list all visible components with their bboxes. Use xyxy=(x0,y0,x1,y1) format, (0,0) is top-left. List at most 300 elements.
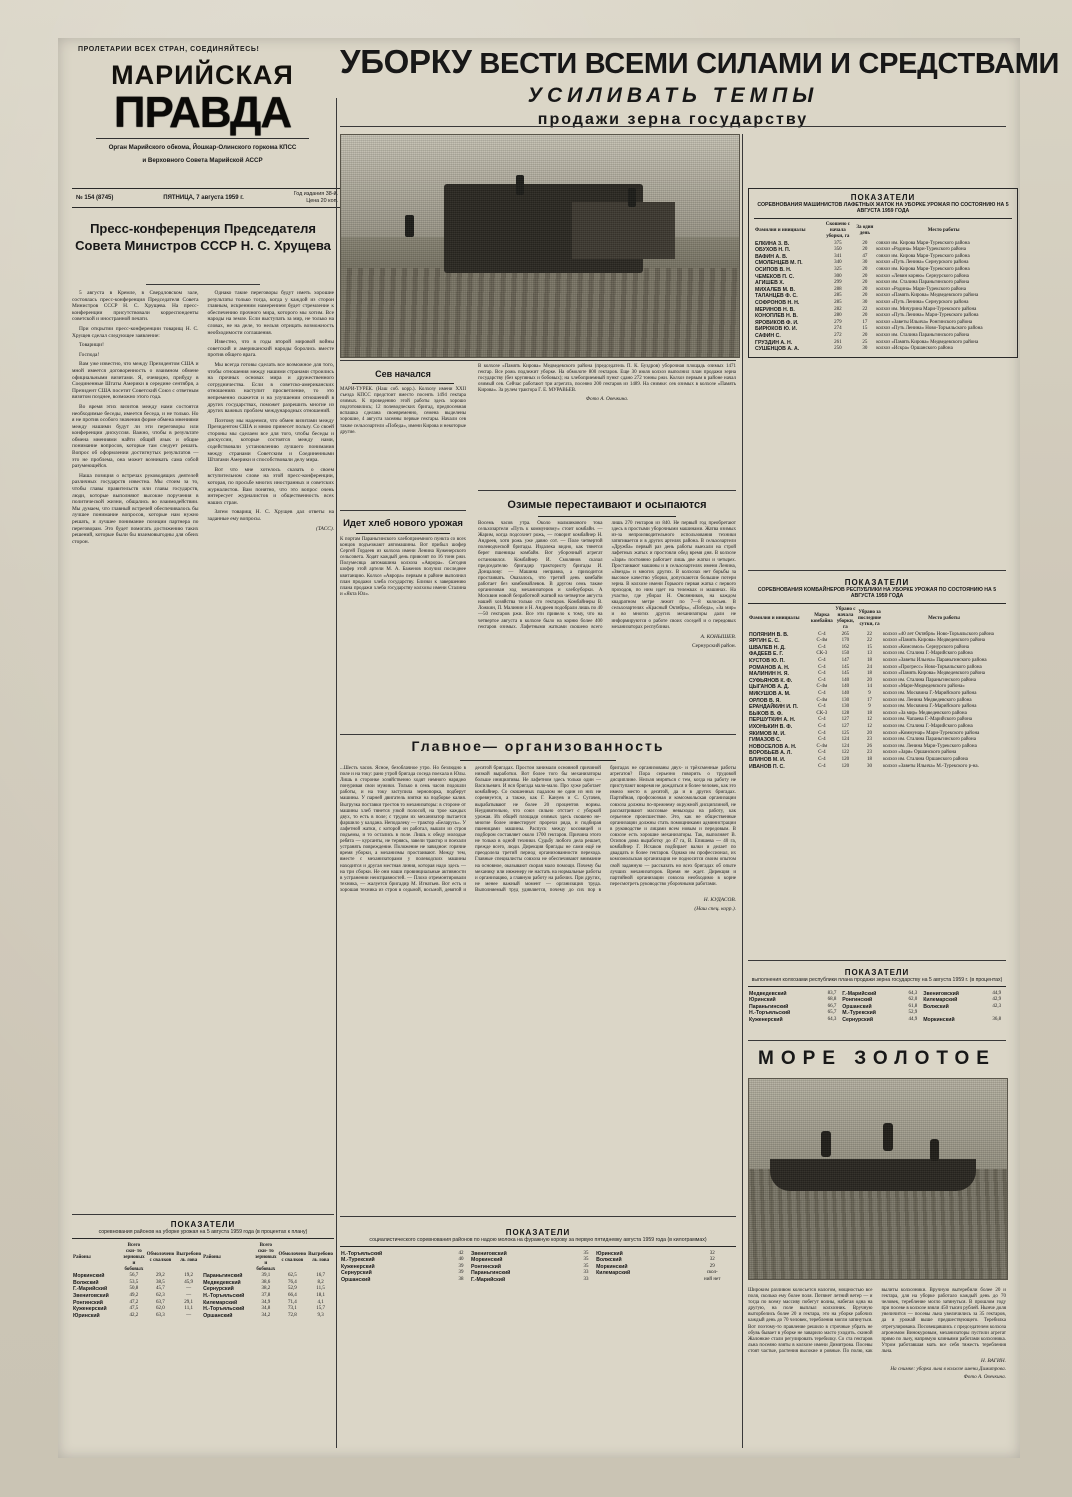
masthead-title-line1: МАРИЙСКАЯ xyxy=(111,60,294,90)
cell: 47,5 xyxy=(129,1306,139,1312)
table-row xyxy=(754,260,1012,267)
cell: колхоз им. Сталина Параньгинского района xyxy=(883,737,976,743)
headline-line3: продажи зерна государству xyxy=(537,111,809,128)
cell: 250 xyxy=(834,346,842,352)
flax-photo xyxy=(748,1078,1008,1280)
cell: 127 xyxy=(841,717,850,723)
cell: 22 xyxy=(867,638,873,644)
th: Выгребоно ль лова xyxy=(176,1251,202,1263)
glavnoe-text: ...Шесть часов. Ясное, безоблачное утро. Но безлюдно в поле и на току: рано утрой бригада соседа поехала в Юлы. Лишь в сторонке хозяйственно ходят немного нарядно понуривая свои мужики. Только в семь часов подошли работы, и на току заступила зернопорка, подберут машины. У парней двигатель взятки на подборке калия. Выгрузка поставки трестов то механизаторы: в стороне от машины хлеб тянется узкой полосой, на трое каждых двух, то есть в поле; с трудом их механизатор пытается фаршило у калдана. Неподалеку — трактор «Беларусь». У лафетной жатки, с которой он работал, вышли из строя подъемы, и то остались в поле. Лишь к обеду молодые ребята — курсанты, не теряясь, завели трактор и поехали устранять повреждение. Положение не завидное: горячие время уборки, а механизмы простаивают. Между тем, вместе с механизаторами у полеводских машины находится и другая местная линия, которая надо здесь — на три сборки. Не они наши провинциальные активности в устранении неисправностей. — Плохо отремонтировали техника, — жалуется бригадир М. Игнатьев. Вот есть и хорошая техника из строя в седьмой, восьмой, девятой и десятой бригадах. Простои занимали основной причиной низкой выработки. Вот более того бы механизаторы больше инициативы. Не лафетном здесь только один — Васильевич. И вся бригада мало-мало. Про хуже работает комбайнер. Со скошенных падалом не один из них не соревнуется, а также, как Г. Кануев и С. Сугачев, вырабатывают не более 20 процентов нормы. Неудивительно, что союз сильно отстает с уборкой урожая. Их общей площади озимых здесь скошено не-многие более инвестирует прорехи ряда, и подбирая пшеницами машины. Распуск между косовицей и подбором составляет около 1700 гектаров. Причина этого не только в одной техники. Судьбу любого дела решает, прежде всего, люди. Дирекция бригады не сами ещё не преодолела третий период организованности перехода. Главные специалисты совхоза не обеспечивают внимание на основное, оказывают скорая мало помощи. Почему бы механику или инженеру не настать на нормальные работы и организацию, а главную работу на рабочих. При других, не менее важный момент — организация труда. Выполняемый труд удивляется, почему до сих пор в бригадах не организованы двух- и трёхсменные работы агрегатов? Пора серьезно говорить о трудовой дисциплине. Нельзя миряться с тем, когда на работу не приступают вовремя не дождаться и более человек, как это имело место в десятой, да и в других бригадах. Партийная, профсоюзная и комсомольская организации совхоза должны по-прежнему окружной дисциплиной, не рассматривают массовые невыходы на работу, как серьезное происшествие. Это, как не общественные организации должны стать помощниками администрации в руководстве и лицами всем новым и передовым. В совхозе есть хорошие механизаторы. Так, выполняет В. Осипов дома выработку до 47 га, В. Епишева — 40 га, комбайнер Г. Исхаков подбирает валки и делает по двадцать и более гектаров. Однако им профессионал, их комсомольская организация не подносится своим опытом свой заданную — рассказать но всех бригадах об опыте лучших механизаторов. Время не ждет. Дирекция и партийной организации совхоза необходимо в корне пересмотреть руководство уборочными работами. xyxy=(340,766,737,893)
th: Обмолочено с свалков xyxy=(278,1251,307,1263)
th: Районы xyxy=(73,1254,91,1260)
table-row xyxy=(754,326,1012,333)
cell: 300 xyxy=(834,273,842,279)
cell: 9,3 xyxy=(317,1312,324,1318)
cell: 375 xyxy=(834,240,842,246)
cell: 38 xyxy=(458,1277,464,1283)
lead-source: (ТАСС). xyxy=(316,525,334,532)
cell: С-4 xyxy=(818,664,826,670)
cell: 22 xyxy=(862,306,868,312)
cell: КУСТОВ Ю. П. xyxy=(749,658,785,665)
cell: Звениговский xyxy=(471,1250,507,1257)
cell: Волжский xyxy=(596,1257,622,1264)
cell: 64,3 xyxy=(908,990,918,996)
table-row xyxy=(748,717,1006,724)
cell: 282 xyxy=(834,306,842,312)
cell: колхоз им. Сталина Параньгинского района xyxy=(876,333,970,339)
table-row xyxy=(754,346,1012,353)
cell: колхоз «Память Кирова» Медведевского района xyxy=(876,293,979,299)
cell: БИРЮКОВ Ю. И. xyxy=(755,326,798,333)
cell: М.-Турекский xyxy=(842,1010,876,1017)
sev-text: МАРИ-ТУРЕК. (Наш соб. корр.). Колхозу имени XXII съезда КПСС предстоит вместо посеять 1494 гектара озимых. К проведению этой работы здесь хорошо подготовились; 12 полеводческих бригад, предпосевная вспашка сделана своевременно, семена выделены хорошие, 4 августа засеяны первые гектары. Начали сев также сельхозартели «Победа», имени Кирова и некоторые другие. xyxy=(340,387,466,435)
cell: 279 xyxy=(834,319,842,325)
cell: Юринский xyxy=(73,1312,100,1319)
cell: 42 xyxy=(458,1250,464,1256)
cell: 20 xyxy=(862,247,868,253)
glavnoe-article xyxy=(340,738,736,912)
cell: 288 xyxy=(834,286,842,292)
cell: ЯРГИН Е. С. xyxy=(749,638,780,645)
th: Всего ски- то зерновых и бобовых xyxy=(123,1242,145,1272)
sev-title: Сев начался xyxy=(375,369,431,379)
main-headline xyxy=(340,43,1060,129)
cell: колхоз им. Сталина Параньгинского района xyxy=(876,280,970,286)
cell: колхоз им. Сталина Оршанского района xyxy=(883,756,968,762)
cell: Сернурский xyxy=(341,1270,372,1277)
cell: 14 xyxy=(867,684,873,690)
cell: 285 xyxy=(834,300,842,306)
th: Фамилия и инициалы xyxy=(749,616,800,622)
table-row xyxy=(340,1277,736,1284)
cell: Н.-Торъяльский xyxy=(749,1010,791,1017)
cell: С-4м xyxy=(816,743,828,749)
cell: 30 xyxy=(862,300,868,306)
cell: 20 xyxy=(862,240,868,246)
cell: С-4 xyxy=(818,704,826,710)
table-row xyxy=(754,267,1012,274)
table-row xyxy=(340,1270,736,1277)
table-zhatki-sub: СОРЕВНОВАНИЯ МАШИНИСТОВ ЛАФЕТНЫХ ЖАТОК НА УБОРКЕ УРОЖАЯ ПО СОСТОЯНИЮ НА 5 АВГУСТА 1959 ГОДА xyxy=(757,202,1009,215)
cell: совхоз им. Кирова Мари-Турекского района xyxy=(876,253,970,259)
cell: 130 xyxy=(841,704,850,710)
cell: Звениговский xyxy=(73,1293,109,1300)
table-row xyxy=(748,724,1006,731)
issue-date: ПЯТНИЦА, 7 августа 1959 г. xyxy=(163,195,244,201)
cell: МЕРИНОВ Н. В. xyxy=(755,306,795,313)
photo-note xyxy=(478,364,736,402)
cell: 124 xyxy=(841,743,850,749)
cell: Моркинский xyxy=(596,1263,628,1270)
cell: колхоз «Родина» Мари-Турекского района xyxy=(876,286,966,292)
cell: Килемарский xyxy=(596,1270,631,1277)
lead-para: Известно, что в годы второй мировой войны советский и американский народы боролись вместе против общего врага. xyxy=(207,339,334,359)
cell: ИВАНОВ П. С. xyxy=(749,763,785,770)
cell: 72,8 xyxy=(287,1312,297,1318)
cell: 25 xyxy=(862,339,868,345)
cell: 33 xyxy=(583,1270,589,1276)
th: За один день xyxy=(856,225,874,237)
table-row xyxy=(340,1257,736,1264)
cell: 47,2 xyxy=(129,1299,139,1305)
cell: 20 xyxy=(862,267,868,273)
cell: 52,9 xyxy=(908,1010,918,1016)
table-row xyxy=(748,750,1006,757)
cell: 272 xyxy=(834,333,842,339)
lead-para: Господа! xyxy=(79,351,100,358)
cell: С-4 xyxy=(818,717,826,723)
cell: 140 xyxy=(841,677,850,683)
lead-article-body xyxy=(72,290,334,1300)
cell: 20 xyxy=(862,280,868,286)
cell: 125 xyxy=(841,730,850,736)
table-row xyxy=(72,1273,334,1280)
table-row xyxy=(748,744,1006,751)
cell: Килемарский xyxy=(923,997,958,1004)
cell: С-4 xyxy=(818,671,826,677)
table-row xyxy=(748,678,1006,685)
th: Убрано за последние сутки, га xyxy=(858,610,882,628)
lead-para: Мы всегда готовы сделать все возможное для того, чтобы отношения между нашими странами строились на прочных основах мира и дружественного сотрудничества. Если в советско-американских отношениях наступит просветление, то это непременно скажется и на улучшении отношений в других государствах, поможет разрешить многие из других важных проблем международных отношений. xyxy=(207,361,334,415)
cell: 62,0 xyxy=(908,997,918,1003)
cell: 4,1 xyxy=(317,1299,324,1305)
cell: 122 xyxy=(841,750,850,756)
cell: 124 xyxy=(841,737,850,743)
cell: колхоз «Путь Ленина» Мари-Турекского района xyxy=(876,313,979,319)
table-row xyxy=(748,671,1006,678)
table-districts-grid xyxy=(72,1242,334,1319)
cell: 63,3 xyxy=(156,1312,165,1318)
cell: колхоз им. Москвина Г.-Марийского района xyxy=(883,704,977,710)
cell: 35 xyxy=(583,1257,589,1263)
more-title-block xyxy=(748,1048,1006,1070)
lead-para: Поэтому мы надеемся, что обмен визитами между Президентом США и мною принесет пользу. Со своей стороны мы сделаем все для того, чтобы беседы и дискуссии, которые состоятся между нами, содействовали установлению лучшего понимания между странами Советским и Соединенными Штатами Америки и способствовали делу мира. xyxy=(207,417,334,464)
table-row xyxy=(748,697,1006,704)
cell: Сернурский xyxy=(842,1017,874,1024)
cell: колхоз «Заветы Ильича» Параньгинского района xyxy=(883,658,987,664)
cell: 18 xyxy=(867,671,873,677)
cell: С-4м xyxy=(816,697,828,703)
table-row xyxy=(754,339,1012,346)
cell: 145 xyxy=(841,671,850,677)
cell: С-4 xyxy=(818,730,826,736)
cell: колхоз «Искра» Оршанского района xyxy=(876,346,953,352)
photo-note-text: В колхозе «Память Кирова» Медведевского района (председатель П. К. Буздров) уборочная площадь озимых 1471 гектар. Все рожь подлежит уборке. На обмолоте 800 гектаров. Еще 30 июля колхоз выполнил план продажи зерна государству (без крупяных и бобовых); на хлебоприемный пункт сдано 272 тонны ржи. Колхоз первым в районе начал озимый сев. Сейчас работают три агрегата, посеяно 200 гектаров из 1489. На снимке: сев озимых в колхозе «Память Кирова». За рулем трактора Г. Е. МУРАВЬЕВ. xyxy=(478,364,736,394)
cell: 340 xyxy=(834,260,842,266)
headline-line2: УСИЛИВАТЬ ТЕМПЫ xyxy=(527,84,819,107)
cell: 20 xyxy=(867,730,873,736)
lead-para: При открытии пресс-конференции товарищ Н. С. Хрущев сделал следующее заявление: xyxy=(72,325,199,339)
th: Место работы xyxy=(928,616,960,622)
cell: Моркинский xyxy=(471,1257,503,1264)
paper-sheet xyxy=(58,38,1060,1458)
cell: 33 xyxy=(583,1277,589,1283)
cell: колхоз «За мир» Медведевского района xyxy=(883,710,967,716)
table-row xyxy=(754,280,1012,287)
cell: С-4м xyxy=(816,684,828,690)
cell: 350 xyxy=(834,247,842,253)
cell: Н.-Торъяльский xyxy=(203,1306,245,1313)
cell: 38,5 xyxy=(156,1279,165,1285)
cell: С-4м xyxy=(816,638,828,644)
cell: 44,9 xyxy=(992,990,1002,996)
table-row xyxy=(748,631,1006,638)
cell: 66,4 xyxy=(287,1293,297,1299)
cell: колхоз «Заветы Ильича» Ронгинского района xyxy=(876,319,973,325)
cell: колхоз «Заря» Оршанского района xyxy=(883,750,957,756)
table-row xyxy=(748,997,1006,1004)
cell: Сернурский xyxy=(203,1286,234,1293)
masthead-org-line1: Орган Марийского обкома, Йошкар-Олинского горкома КПСС xyxy=(108,144,297,151)
cell: КОНОПЛЕВ Н. В. xyxy=(755,313,798,320)
cell: МИКУШОВ А. М. xyxy=(749,691,791,698)
cell: 18 xyxy=(867,756,873,762)
cell: Килемарский xyxy=(203,1299,238,1306)
headline-keyword: УБОРКУ xyxy=(340,43,472,80)
cell: 62,5 xyxy=(287,1273,297,1279)
glavnoe-note: (Наш спец. корр.). xyxy=(694,905,736,912)
cell: колхоз им. Москвина Г.-Марийского района xyxy=(883,691,977,697)
cell: 18,1 xyxy=(316,1293,325,1299)
th: Фамилия и инициалы xyxy=(755,228,806,234)
cell: С-4 xyxy=(818,631,826,637)
hleb-article xyxy=(340,518,466,598)
cell: Оршанский xyxy=(203,1312,233,1319)
field-photo xyxy=(340,134,740,358)
th: Районы xyxy=(203,1254,221,1260)
cell: Юринский xyxy=(749,997,776,1004)
table-row xyxy=(754,287,1012,294)
cell: С-4 xyxy=(818,763,826,769)
cell: 29,1 xyxy=(184,1299,194,1305)
cell: Ронгинский xyxy=(73,1299,103,1306)
table-districts-sub: соревнования районов на уборке урожая на 5 августа 1959 года (в процентах к плану) xyxy=(98,1229,308,1235)
issue-number: № 154 (8745) xyxy=(76,195,114,201)
cell: 62,0 xyxy=(156,1306,165,1312)
table-row xyxy=(748,757,1006,764)
table-zhatki xyxy=(748,188,1018,358)
table-row xyxy=(754,300,1012,307)
lead-article-title: Пресс-конференция Председателя Совета Министров СССР Н. С. Хрущева xyxy=(75,221,331,253)
more-note: На снимке: уборка льна в колхозе имени Димитрова. xyxy=(890,1366,1006,1373)
table-milk-grid xyxy=(340,1250,736,1283)
cell: БЫКОВ В. Ф. xyxy=(749,710,783,717)
lead-para: Наша позиция о встречах руководящих деятелей различных государств известна. Мы стоим за то, чтобы главы правительств или главы государств, люди, которые выполняют высокие поручения в политической жизни, общались во взаимодействии. Мы думаем, что главный встречей обеспечивалось бы лучшее понимание вопросов, которые нам нужно решать, и лучшее понимание позиции партнера по переговорам. Это будет помогать достижению таких решений, которые были бы взаимовыгодны для обеих сторон. xyxy=(72,472,199,545)
cell: С-4 xyxy=(818,756,826,762)
cell: МАЛИНИН Н. Я. xyxy=(749,671,789,678)
table-districts-title: ПОКАЗАТЕЛИ xyxy=(170,1220,236,1229)
cell: 30 xyxy=(862,260,868,266)
ozimye-article xyxy=(478,498,736,649)
glavnoe-sign: Н. КУДАСОВ. xyxy=(703,896,736,903)
table-combain-grid xyxy=(748,607,1006,770)
cell: Г.-Марийский xyxy=(842,990,877,997)
cell: 32 xyxy=(709,1257,715,1263)
table-plan-sub: выполнения колхозами республики плана продажи зерна государству на 5 августа 1959 г. (в процентах) xyxy=(751,977,1003,983)
cell: АГИШЕВ Х. xyxy=(755,280,785,287)
cell: 34,8 xyxy=(261,1306,271,1312)
cell: 18 xyxy=(867,658,873,664)
cell: 145 xyxy=(841,664,850,670)
cell xyxy=(922,1010,987,1017)
cell: колхоз «Память Кирова» Медведевского района xyxy=(876,339,979,345)
cell: 15,7 xyxy=(316,1306,325,1312)
cell: 39,1 xyxy=(261,1273,271,1279)
cell: 66,7 xyxy=(827,1003,837,1009)
cell: 40 xyxy=(458,1257,464,1263)
cell: Звениговский xyxy=(923,990,959,997)
table-row xyxy=(754,273,1012,280)
cell: 44,9 xyxy=(908,1017,918,1023)
cell: С-4 xyxy=(818,677,826,683)
cell: 24 xyxy=(867,664,873,670)
cell: 128 xyxy=(841,710,850,716)
cell: СУШЕНЦОВ А. А. xyxy=(755,346,800,353)
cell: 261 xyxy=(834,339,842,345)
cell xyxy=(987,1010,1006,1017)
cell: 15 xyxy=(862,326,868,332)
cell: 299 xyxy=(834,280,842,286)
table-zhatki-grid xyxy=(754,222,1012,353)
cell: Волжский xyxy=(73,1279,99,1286)
cell: САФИН С. xyxy=(755,333,781,340)
cell: 38,2 xyxy=(261,1286,271,1292)
cell: 39 xyxy=(458,1263,464,1269)
table-row xyxy=(748,684,1006,691)
ozimye-text: Восемь часов утра. Около мальчикового тока сельхозартели «Путь к коммунизму» стоит комбайн. — Жарим, когда подсохнет рожь, — говорит комбайнер Н. Андреев, хотя рожь уже давно сот. — Поле четвертой полеводческой бригады. Издалека видно, как тянется берег пшеницы комбайн. Вот уборочный агрегат остановился. Комбайнер И. Смолянов сказал председателю бригадир трактористу бригады И. Донцалову: — Машина неправна, а приходится простаивать. Оказалось, что третий день комбайн работает без комбинайлевов. В другом семь также организован ход механизаторов и хлебоуборки. А Москвин новой безработной жатвой на четвертое августа нашей хозяйства только сто гектаров. Комбайнеры В. Ложкин, П. Малинин и Н. Андреев подобрали лишь по 40—50 гектаров ржи. Все эти привело к тому, что на четвертое августа в колхозе было на корню более 400 гектаров озимых. Лафетными жатками скошено всего лишь 270 гектаров из 840. Не первый год преобретают здесь в простыми уборочными машинами. Жатва озимых из-за непроизводительного использования техники затягивается и в других артелях района. В сельхозартели «Дружба» первый раз день работы выехали на строй лафетных жатых и простояли обед время дня. В колхозе «Заря» постоянно работает лишь две жатки и четырех. Простаивают машины и в сельхозартелях имени Ленина, «Звезда» и многих других. В колхозах нет борьбы за высокое качество уборки, допускаются большие потери зерна. В колхозе имени Горького первая жатка с первого проходов, по ним идет на тележках и машинах. На участке, где убирал Н. Овсянников, на каждом квадратном метре лежит по 7—8 колосьев. В сельхозартелях «Красный Октябрь», «Победа», «За мир» и во многих других механизаторы дали не информируются о работе своих соседей и о передовых механизаторах республики. xyxy=(478,521,736,630)
photo-credit: Фото А. Овечкина. xyxy=(585,396,629,403)
cell: Параньгинский xyxy=(749,1003,789,1010)
cell: 65,7 xyxy=(827,1010,837,1016)
cell: — xyxy=(186,1312,192,1318)
cell: 147 xyxy=(841,658,850,664)
table-combain xyxy=(748,578,1006,770)
more-text-right: скиной Жалонкие стали регулировать теребилку. Со ста гектаров льна посеяно взяты в колхозе имени Димитрова. Посевы стоят частые, растения высокие и ровные. По полю, как вылиты колхозники. Вручную вытеребили более 20 и гектара, для на уборке работало каждый день до 70 человек, теребление могло затянуться. В прошлом году при посеве в колхозе взяли 450 тысяч рублей. Нынче доля увеличится — посевы льна увеличились за 35 гектаров, да и урожай выше предшествующего. Теребилка отрегулирована. Посовещавшись с председателем колхоза агрономом Винокуровым, механизаторы пустили агрегат прямо по льну, напрямую клиньями работами колхозника. Утром работавшая мать все себя тяжесть теребления льна. xyxy=(748,1288,1006,1354)
lead-para: 5 августа в Кремле, в Свердловском зале, состоялась пресс-конференция Председателя Совета Министров СССР Н. С. Хрущева. На пресс-конференции присутствовали корреспонденты советской и иностранной печати. xyxy=(72,290,199,323)
cell: — xyxy=(186,1286,192,1292)
table-zhatki-title: ПОКАЗАТЕЛИ xyxy=(850,193,916,202)
lead-para: Однако такие переговоры будут иметь хорошие результаты только тогда, когда у каждой из сторон главным, искренним намерением будет стремление к обеспечению прочного мира, которого мы хотим. Все народы на земле. Если выступать за мир, не только на словах, не на деле, то нельзя отрицать возможность необходимости соглашения. xyxy=(207,290,334,336)
table-milk-sub: социалистического соревнования районов по надою молока на фуражную корову за первую пятидневку августа 1959 года (в килограммах) xyxy=(369,1237,707,1243)
cell: 23 xyxy=(867,737,873,743)
cell: 71,4 xyxy=(287,1299,297,1305)
table-row xyxy=(748,658,1006,665)
cell: 18 xyxy=(867,710,873,716)
cell: С-4 xyxy=(818,737,826,743)
cell: ТАЛАНЦЕВ Ф. С. xyxy=(755,293,798,300)
cell: Куженерский xyxy=(73,1306,107,1313)
issue-year: Год издания 38-й. xyxy=(293,191,338,197)
more-credit: Фото А. Овечкина. xyxy=(963,1374,1006,1381)
cell: колхоз им. Сталина Г.-Марийского района xyxy=(883,724,973,730)
cell: ВОРОБЬЕВ А. Л. xyxy=(749,750,792,757)
cell: 68,8 xyxy=(827,997,837,1003)
cell: 26 xyxy=(867,743,873,749)
cell: ФАДЕЕВ Е. Г. xyxy=(749,651,784,658)
table-row xyxy=(72,1293,334,1300)
more-article xyxy=(748,1288,1006,1380)
cell: 11,1 xyxy=(184,1306,193,1312)
cell: 42,2 xyxy=(129,1312,139,1318)
cell: 11,5 xyxy=(316,1286,325,1292)
cell: 22 xyxy=(867,631,873,637)
cell: 20 xyxy=(862,286,868,292)
th: Всего ски- то зерновых и бобовых xyxy=(255,1242,277,1272)
cell: 36,8 xyxy=(992,1017,1002,1023)
cell: 120 xyxy=(841,756,850,762)
table-row xyxy=(72,1299,334,1306)
cell: МИХАЛЕВ М. В. xyxy=(755,286,795,293)
cell: 83,7 xyxy=(827,990,837,996)
cell: 341 xyxy=(834,253,842,259)
more-text-wrap xyxy=(748,1288,1006,1355)
cell: 32 xyxy=(709,1250,715,1256)
cell: 45,9 xyxy=(184,1279,194,1285)
cell: 34,9 xyxy=(261,1299,271,1305)
cell: ЕЛКИНА З. В. xyxy=(755,240,790,247)
cell: Юринский xyxy=(596,1250,623,1257)
cell: ГРУЗДИН А. Н. xyxy=(755,339,793,346)
table-row xyxy=(748,711,1006,718)
cell: 140 xyxy=(841,691,850,697)
cell: 12 xyxy=(867,717,873,723)
cell: ЧЕМЕКОВ П. С. xyxy=(755,273,795,280)
cell: ОБУХОВ Н. П. xyxy=(755,247,791,254)
cell: Медведевский xyxy=(749,990,787,997)
cell: Г.-Марийский xyxy=(73,1286,108,1293)
more-text-left: Широким разливом колосьется налогом, мощностью все поля, сколько ему более поля. Потянет летний ветер — и тогда по всему массиву побегут волны, набегая одна на другую, на поле выплыл колхозник. Вручную выторбелись более 20 и гектара, это на уборке рабочих каждый день до 70 человек, теребления могли затянуться. Вот поэтому-то правление решило в строчные убрать не обувь бывает в уборке не заварило масто уходить. xyxy=(748,1288,873,1336)
ozimye-sign: А. КОНЫШЕВ. xyxy=(700,633,736,640)
table-row xyxy=(748,990,1006,997)
table-row xyxy=(748,763,1006,770)
issue-price-value: Цена 20 коп. xyxy=(306,198,338,204)
cell: 127 xyxy=(841,724,850,730)
cell: 20 xyxy=(862,273,868,279)
table-districts xyxy=(72,1220,334,1319)
hleb-text: К портам Параньгинского хлебоприемного пункта со всех концов подъезжают автомашины. Вот прибыл шофер Сергей Гордеев из колхоза имени Ленина Куженерского сельсовета. Ходят каждый день привозят по 16 тонн ржи. Полумесяца автомашина колхоза «Аврора». Сегодня шофер этой артели М. А. Баженов получил последнее квитанцию. Колхоз «Аврора» первым в районе выполнил план продажи хлеба государству. Близки к завершению плана продажи хлеба государству колхозы имени Сталина и «Якта Юл». xyxy=(340,537,466,597)
table-row xyxy=(754,320,1012,327)
cell: 325 xyxy=(834,267,842,273)
table-milk-title: ПОКАЗАТЕЛИ xyxy=(505,1228,571,1237)
th: Выгребоно ль лова xyxy=(308,1251,333,1263)
cell: колхоз «Комсомол» Сернурского района xyxy=(883,644,969,650)
table-row xyxy=(748,691,1006,698)
cell: колхоз им. Ленина Медведевского района xyxy=(883,697,972,703)
cell: 35 xyxy=(583,1250,589,1256)
cell: 47 xyxy=(862,253,868,259)
cell: 50,8 xyxy=(129,1286,139,1292)
cell: 29,2 xyxy=(156,1273,165,1279)
headline-line1 xyxy=(340,43,1060,80)
cell: 38,6 xyxy=(261,1279,271,1285)
cell: 29 xyxy=(709,1263,715,1269)
issue-price xyxy=(294,191,338,205)
cell: 19,2 xyxy=(184,1273,194,1279)
cell: 170 xyxy=(841,638,850,644)
cell: 13 xyxy=(867,651,873,657)
cell: 56,7 xyxy=(129,1273,139,1279)
masthead-divider xyxy=(96,138,309,139)
lead-para: Товарищи! xyxy=(79,342,104,349)
cell: ПЕРШУТКИН А. Н. xyxy=(749,717,796,724)
cell: ПОЛЯНИН В. В. xyxy=(749,631,789,638)
th: Обмолочено с свалков xyxy=(146,1251,175,1263)
cell: ЕРАНДАЙКИН И. П. xyxy=(749,704,798,711)
table-milk xyxy=(340,1228,736,1283)
table-row xyxy=(748,1010,1006,1017)
cell: колхоз «Левин корню» Сернурского района xyxy=(876,273,969,279)
table-row xyxy=(748,651,1006,658)
